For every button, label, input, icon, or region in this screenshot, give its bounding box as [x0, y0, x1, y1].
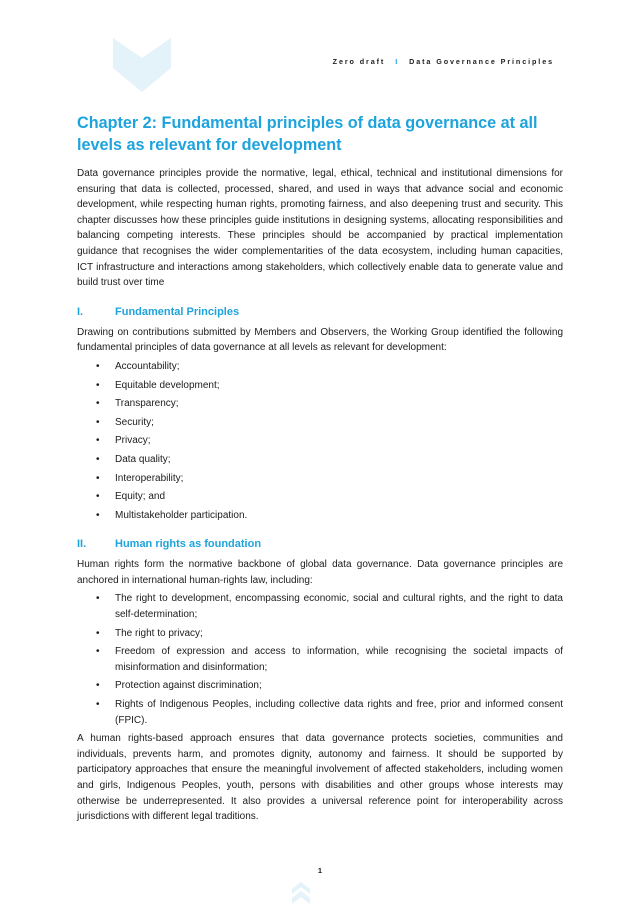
list-item-text: The right to privacy;	[115, 627, 203, 639]
list-item	[77, 433, 563, 449]
list-item	[77, 644, 563, 675]
section-heading-fundamental-principles	[77, 305, 563, 320]
chapter-intro-paragraph: Data governance principles provide the normative, legal, ethical, technical and institutional dimensions for ensuring that data is collected, processed, shared, and used in ways that advance social and economic development, while respecting human rights, promoting fairness, and also deepening trust and security. This chapter discusses how these principles guide institutions in designing systems, allocating responsibilities and balancing competing interests. These principles should be accompanied by practical implementation guidance that recognises the wider complementarities of the data ecosystem, including human capacities, ICT infrastructure and interactions among stakeholders, which collectively enable data to generate value and build trust over time	[77, 168, 563, 289]
chapter-title: Chapter 2: Fundamental principles of data governance at all levels as relevant for development	[77, 114, 538, 154]
list-item	[77, 697, 563, 728]
list-item	[77, 626, 563, 642]
list-item-text: Data quality;	[115, 453, 171, 465]
list-item	[77, 678, 563, 694]
section-number: II.	[77, 538, 87, 551]
list-item-text: Multistakeholder participation.	[115, 509, 248, 521]
list-item	[77, 508, 563, 524]
section-heading-human-rights	[77, 537, 563, 552]
section-intro-paragraph: Drawing on contributions submitted by Members and Observers, the Working Group identified the following fundamental principles of data governance at all levels as relevant for development:	[77, 326, 563, 354]
section-closing-paragraph: A human rights-based approach ensures that data governance protects societies, communities and individuals, prevents harm, and promotes dignity, autonomy and fairness. It should be supported by participatory approaches that ensure the meaningful involvement of affected stakeholders, including women and girls, Indigenous Peoples, youth, persons with disabilities and other groups whose interests may otherwise be underrepresented. It also provides a universal reference point for interoperability across jurisdictions with different legal traditions.	[77, 733, 563, 823]
bullet-icon: •	[96, 472, 100, 484]
bullet-icon: •	[96, 699, 100, 711]
section-intro-paragraph: Human rights form the normative backbone of global data governance. Data governance principles are anchored in international human-rights law, including:	[77, 559, 563, 586]
list-item-text: Transparency;	[115, 398, 179, 410]
page-content	[77, 112, 563, 825]
header-document-title: Data Governance Principles	[409, 57, 554, 66]
logo-chevron-icon	[113, 36, 171, 92]
bullet-icon: •	[96, 435, 100, 447]
principles-list	[77, 359, 563, 523]
list-item-text: The right to development, encompassing economic, social and cultural rights, and the right to data self-determination;	[115, 593, 563, 621]
list-item-text: Privacy;	[115, 435, 151, 447]
list-item	[77, 378, 563, 394]
list-item	[77, 471, 563, 487]
human-rights-list	[77, 591, 563, 728]
list-item	[77, 591, 563, 622]
list-item-text: Equitable development;	[115, 379, 220, 391]
page-number: 1	[317, 866, 323, 875]
bullet-icon: •	[96, 509, 100, 521]
list-item-text: Interoperability;	[115, 472, 184, 484]
list-item	[77, 396, 563, 412]
list-item-text: Accountability;	[115, 360, 180, 372]
header-document-status: Zero draft	[332, 57, 386, 66]
list-item-text: Security;	[115, 416, 154, 428]
bullet-icon: •	[96, 398, 100, 410]
bullet-icon: •	[96, 491, 100, 503]
header-separator: I	[395, 57, 400, 66]
bullet-icon: •	[96, 680, 100, 692]
list-item-text: Equity; and	[115, 491, 166, 503]
list-item-text: Freedom of expression and access to information, while recognising the societal impacts of misinformation and disinformation;	[115, 646, 563, 673]
list-item	[77, 359, 563, 375]
list-item	[77, 415, 563, 431]
list-item	[77, 452, 563, 468]
section-title: Fundamental Principles	[115, 305, 240, 318]
bullet-icon: •	[96, 646, 100, 658]
list-item-text: Protection against discrimination;	[115, 680, 262, 692]
bullet-icon: •	[96, 593, 100, 605]
running-header	[333, 57, 554, 66]
bullet-icon: •	[96, 416, 100, 428]
list-item-text: Rights of Indigenous Peoples, including collective data rights and free, prior and informed consent (FPIC).	[115, 699, 563, 726]
bullet-icon: •	[96, 627, 100, 639]
section-number: I.	[77, 305, 84, 318]
bullet-icon: •	[96, 453, 100, 465]
footer-chevron-icon	[291, 880, 311, 906]
bullet-icon: •	[96, 360, 100, 372]
list-item	[77, 489, 563, 505]
section-title: Human rights as foundation	[115, 538, 262, 551]
bullet-icon: •	[96, 379, 100, 391]
